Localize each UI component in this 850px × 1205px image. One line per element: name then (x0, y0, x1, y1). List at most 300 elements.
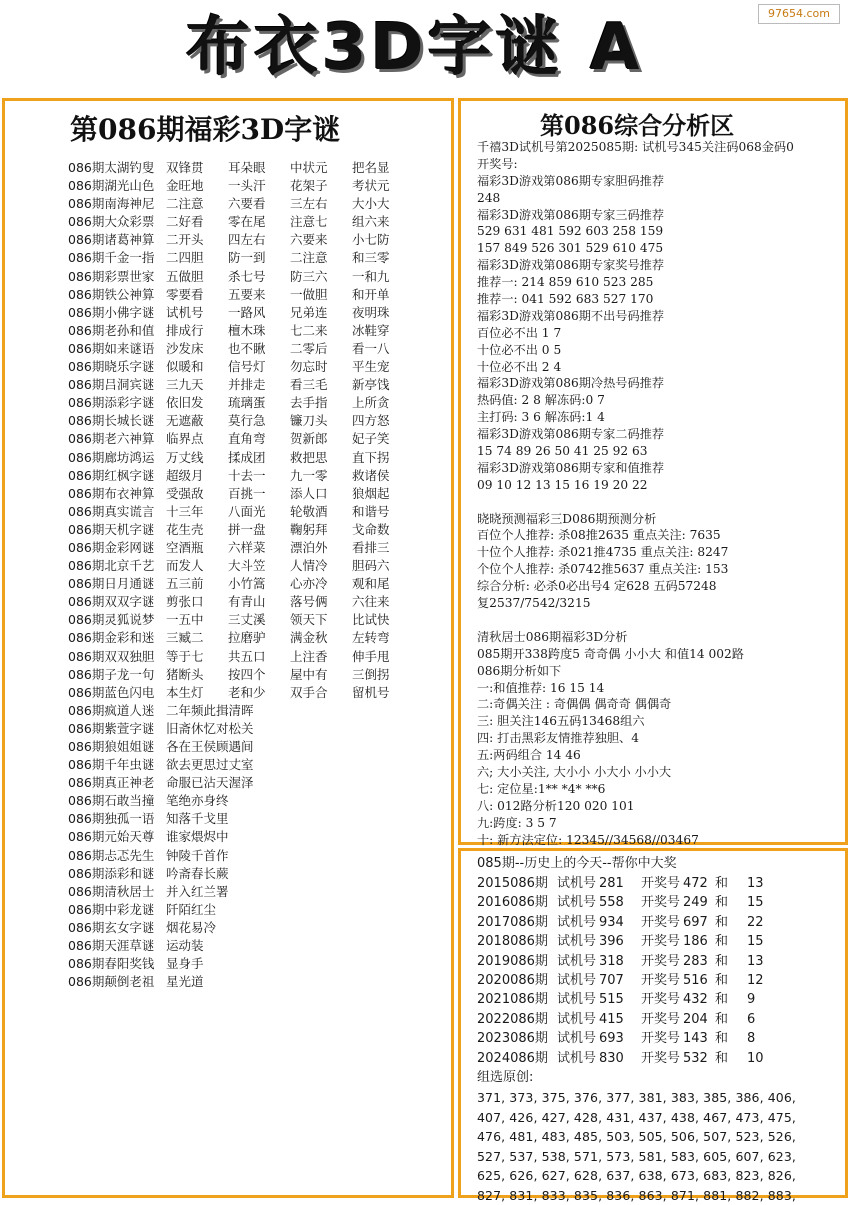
analysis-line: 248 (477, 190, 501, 205)
riddle-row (68, 430, 448, 448)
riddle-source: 086期日月通谜 (68, 576, 155, 592)
history-cell: 和 (715, 914, 729, 930)
history-cell: 186 (683, 934, 708, 950)
history-cell: 试机号 (557, 914, 597, 930)
riddle-source: 086期吕洞宾谜 (68, 377, 155, 393)
riddle-clue: 而发人 (166, 558, 204, 574)
analysis-line: 福彩3D游戏第086期专家和值推荐 (477, 460, 665, 475)
riddle-clue (352, 702, 414, 720)
analysis-line: 晓晓预测福彩三D086期预测分析 (477, 511, 657, 526)
riddle-clue: 也不瞅 (228, 340, 266, 356)
riddle-clue: 钟陵千首作 (166, 847, 229, 863)
history-cell: 22 (747, 914, 764, 930)
history-cell: 试机号 (557, 1031, 597, 1047)
riddle-source: 086期元始天尊 (68, 829, 155, 845)
riddle-clue: 六样菜 (228, 539, 266, 555)
history-row (477, 952, 843, 971)
history-cell: 开奖号 (641, 1050, 681, 1066)
riddle-clue: 信号灯 (228, 359, 266, 375)
riddle-clue: 各在王侯顾遇间 (166, 739, 254, 754)
riddle-clue: 临界点 (166, 431, 204, 447)
history-cell: 13 (747, 876, 764, 891)
riddle-clue (352, 847, 414, 865)
analysis-line: 福彩3D游戏第086期专家三码推荐 (477, 207, 665, 222)
riddle-clue (290, 756, 352, 774)
history-cell: 和 (715, 1011, 729, 1027)
riddle-clue: 九一零 (290, 467, 328, 483)
combo-line: 476, 481, 483, 485, 503, 505, 506, 507, 523, 526, (477, 1129, 796, 1145)
riddle-clue: 和三零 (352, 250, 390, 266)
riddle-clue: 镰刀头 (290, 413, 328, 429)
riddle-clue (352, 792, 414, 810)
riddle-clue (228, 883, 290, 901)
riddle-clue: 拼一盘 (228, 521, 266, 537)
riddle-clue: 三左右 (290, 196, 328, 212)
riddle-clue: 平生宠 (352, 359, 390, 375)
history-cell: 试机号 (557, 992, 597, 1008)
riddle-clue: 和开单 (352, 286, 390, 302)
riddle-clue: 排成行 (166, 322, 204, 338)
riddle-source: 086期老六神算 (68, 431, 155, 447)
riddle-clue (228, 738, 290, 756)
history-cell: 472 (683, 876, 708, 891)
riddle-clue: 共五口 (228, 648, 266, 664)
riddle-clue: 依旧发 (166, 395, 204, 411)
riddle-row (68, 195, 448, 213)
riddle-row (68, 738, 448, 756)
riddle-clue: 揉成团 (228, 449, 266, 465)
riddle-source: 086期太湖钓叟 (68, 160, 155, 175)
riddle-clue: 杀七号 (228, 268, 266, 284)
history-cell: 试机号 (557, 895, 597, 911)
riddle-clue: 新亭饯 (352, 377, 390, 393)
riddle-row (68, 322, 448, 340)
riddle-clue: 命服已沾天渥泽 (166, 775, 254, 791)
history-cell: 249 (683, 895, 708, 911)
riddle-row (68, 575, 448, 593)
riddle-row (68, 304, 448, 322)
riddle-clue: 救把思 (290, 449, 328, 465)
banner (0, 0, 850, 96)
history-row (477, 1029, 843, 1048)
riddle-clue (228, 702, 290, 720)
riddle-clue (352, 810, 414, 828)
riddle-clue: 心亦冷 (290, 576, 328, 592)
analysis-line: 百位个人推荐: 杀08推2635 重点关注: 7635 (477, 528, 721, 543)
riddle-clue (228, 973, 290, 991)
riddle-clue: 胆码六 (352, 558, 390, 574)
analysis-line: 15 74 89 26 50 41 25 92 63 (477, 444, 648, 459)
riddle-row (68, 449, 448, 467)
riddle-source: 086期添彩和谜 (68, 865, 155, 881)
riddle-clue: 四方怒 (352, 413, 390, 429)
riddle-row (68, 412, 448, 430)
combo-line: 407, 426, 427, 428, 431, 437, 438, 467, 473, 475, (477, 1109, 796, 1125)
riddle-clue: 留机号 (352, 684, 390, 700)
analysis-line: 157 849 526 301 529 610 475 (477, 241, 664, 256)
riddle-clue: 双锋贯 (166, 160, 204, 175)
riddle-clue: 吟斋春长蕨 (166, 865, 229, 881)
riddle-clue: 万丈线 (166, 449, 204, 465)
analysis-line: 福彩3D游戏第086期冷热号码推荐 (477, 376, 665, 391)
riddle-row (68, 485, 448, 503)
history-cell: 934 (599, 914, 624, 930)
analysis-line: 六; 大小关注, 大小小 小大小 小小大 (477, 764, 672, 779)
riddle-source: 086期双双独胆 (68, 648, 155, 664)
analysis-line: 千禧3D试机号第2025085期: 试机号345关注码068金码0 (477, 140, 794, 154)
analysis-line: 09 10 12 13 15 16 19 20 22 (477, 477, 648, 492)
riddle-clue: 小七防 (352, 232, 390, 248)
riddle-row (68, 810, 448, 828)
riddle-row (68, 503, 448, 521)
riddle-clue: 三臧二 (166, 630, 204, 646)
riddle-clue: 一头汗 (228, 178, 266, 194)
riddle-clue (290, 702, 352, 720)
riddle-row (68, 394, 448, 412)
riddle-clue: 超级月 (166, 467, 204, 483)
riddle-clue (352, 865, 414, 883)
riddle-row (68, 847, 448, 865)
riddle-clue: 运动装 (166, 938, 204, 954)
riddle-clue: 狼烟起 (352, 485, 390, 501)
analysis-line: 福彩3D游戏第086期专家二码推荐 (477, 427, 665, 442)
analysis-line: 福彩3D游戏第086期专家奖号推荐 (477, 258, 665, 273)
riddle-clue: 沙发床 (166, 340, 204, 356)
riddle-row (68, 702, 448, 720)
riddle-clue: 直角弯 (228, 431, 266, 447)
riddle-clue: 落号俩 (290, 594, 328, 610)
combo-line: 625, 626, 627, 628, 637, 638, 673, 683, 823, 826, (477, 1168, 796, 1184)
riddle-row (68, 340, 448, 358)
combo-line: 827, 831, 833, 835, 836, 863, 871, 881, 882, 883, (477, 1187, 796, 1203)
riddle-clue: 五三前 (166, 576, 204, 592)
riddle-source: 086期忐忑先生 (68, 847, 155, 863)
riddle-clue: 二注意 (290, 250, 328, 266)
riddle-clue: 救诸侯 (352, 467, 390, 483)
riddle-clue: 观和尾 (352, 576, 390, 592)
riddle-source: 086期中彩龙谜 (68, 901, 155, 917)
riddle-clue: 谁家煨烬中 (166, 829, 229, 845)
history-cell: 和 (715, 876, 729, 891)
history-cell: 143 (683, 1031, 708, 1047)
riddle-clue: 二零后 (290, 340, 328, 356)
history-cell: 10 (747, 1050, 764, 1066)
riddle-clue: 中状元 (290, 160, 328, 175)
analysis-panel-title: 第086综合分析区 (540, 111, 735, 140)
riddle-clue (352, 828, 414, 846)
riddle-clue: 人情冷 (290, 558, 328, 574)
history-cell: 281 (599, 876, 624, 891)
riddle-clue: 添人口 (290, 485, 328, 501)
riddle-clue: 笔绝亦身终 (166, 793, 229, 809)
riddle-clue: 左转弯 (352, 630, 390, 646)
riddle-clue: 领天下 (290, 612, 328, 628)
riddle-row (68, 666, 448, 684)
riddle-clue: 七二来 (290, 322, 328, 338)
riddle-source: 086期石敢当撞 (68, 793, 155, 809)
riddle-clue (228, 919, 290, 937)
riddle-clue (352, 738, 414, 756)
riddle-source: 086期如来谜语 (68, 340, 155, 356)
riddle-row (68, 376, 448, 394)
history-table (477, 874, 843, 1068)
riddle-row (68, 756, 448, 774)
riddle-row (68, 611, 448, 629)
riddle-clue (290, 774, 352, 792)
history-cell: 13 (747, 953, 764, 969)
riddle-clue (228, 828, 290, 846)
riddle-clue: 三丈溪 (228, 612, 266, 628)
riddle-source: 086期颠倒老祖 (68, 974, 155, 990)
history-cell: 和 (715, 972, 729, 988)
riddle-clue (228, 865, 290, 883)
riddle-clue: 组六来 (352, 214, 390, 230)
history-row (477, 1010, 843, 1029)
analysis-line: 三: 胆关注146五码13468组六 (477, 714, 645, 729)
riddle-source: 086期独孤一语 (68, 811, 155, 827)
riddle-clue: 二注意 (166, 196, 204, 212)
analysis-line: 热码值: 2 8 解冻码:0 7 (477, 393, 605, 408)
riddle-clue (352, 973, 414, 991)
history-cell: 和 (715, 1050, 729, 1066)
riddle-source: 086期灵狐说梦 (68, 612, 155, 628)
riddle-source: 086期廊坊鸿运 (68, 449, 155, 465)
riddle-row (68, 593, 448, 611)
history-cell: 415 (599, 1011, 624, 1027)
history-cell: 318 (599, 953, 624, 969)
riddle-clue: 大小大 (352, 196, 390, 212)
riddle-clue: 五要来 (228, 286, 266, 302)
history-cell: 2024086期 (477, 1050, 548, 1066)
riddle-clue: 三倒拐 (352, 666, 390, 682)
riddle-clue (228, 901, 290, 919)
history-cell: 试机号 (557, 953, 597, 969)
history-cell: 707 (599, 972, 624, 988)
history-cell: 和 (715, 1031, 729, 1047)
riddle-clue (352, 937, 414, 955)
riddle-clue: 鞠躬拜 (290, 521, 328, 537)
riddle-source: 086期老孙和值 (68, 322, 155, 338)
riddle-clue: 阡陌红尘 (166, 901, 217, 917)
history-cell: 532 (683, 1050, 708, 1066)
riddle-clue (290, 828, 352, 846)
riddle-clue: 烟花易冷 (166, 919, 217, 935)
history-cell: 试机号 (557, 972, 597, 988)
riddle-row (68, 213, 448, 231)
riddle-source: 086期千年虫谜 (68, 757, 155, 773)
riddle-source: 086期金彩网谜 (68, 539, 155, 555)
analysis-line: 复2537/7542/3215 (477, 596, 591, 611)
riddle-clue (290, 955, 352, 973)
analysis-line: 二:奇偶关注 : 奇偶偶 偶奇奇 偶偶奇 (477, 697, 672, 712)
riddle-row (68, 268, 448, 286)
riddle-clue: 六要看 (228, 196, 266, 212)
riddle-source: 086期小佛字谜 (68, 304, 155, 320)
riddle-source: 086期真实谎言 (68, 503, 155, 519)
history-cell: 开奖号 (641, 953, 681, 969)
riddle-clue (290, 792, 352, 810)
analysis-line: 福彩3D游戏第086期专家胆码推荐 (477, 173, 665, 188)
history-cell: 开奖号 (641, 934, 681, 950)
history-cell: 开奖号 (641, 1011, 681, 1027)
history-cell: 和 (715, 934, 729, 950)
history-cell: 2016086期 (477, 895, 548, 911)
riddle-clue: 看排三 (352, 539, 390, 555)
riddle-row (68, 629, 448, 647)
riddle-row (68, 973, 448, 991)
history-cell: 开奖号 (641, 914, 681, 930)
riddle-clue (228, 792, 290, 810)
history-cell: 2018086期 (477, 934, 548, 950)
riddle-clue: 防一到 (228, 250, 266, 266)
riddle-row (68, 231, 448, 249)
riddle-clue: 剪张口 (166, 594, 204, 610)
analysis-line: 七: 定位星:1** *4* **6 (477, 781, 606, 796)
history-cell: 15 (747, 895, 764, 911)
combo-list (477, 1088, 843, 1205)
analysis-line (477, 612, 845, 629)
history-cell: 283 (683, 953, 708, 969)
riddle-clue: 似暖和 (166, 359, 204, 375)
riddle-row (68, 648, 448, 666)
riddle-clue: 十三年 (166, 503, 204, 519)
riddle-clue: 二年频此揖清晖 (166, 702, 254, 718)
riddle-clue: 莫行急 (228, 413, 266, 429)
riddle-clue: 二四胆 (166, 250, 204, 266)
history-cell: 2023086期 (477, 1031, 548, 1047)
riddle-clue: 六要来 (290, 232, 328, 248)
analysis-list (477, 139, 845, 848)
history-cell: 开奖号 (641, 972, 681, 988)
riddle-clue: 和谐号 (352, 503, 390, 519)
history-cell: 516 (683, 972, 708, 988)
riddle-clue: 考状元 (352, 178, 390, 194)
analysis-line: 福彩3D游戏第086期不出号码推荐 (477, 308, 665, 323)
history-cell: 试机号 (557, 1050, 597, 1066)
history-cell: 试机号 (557, 876, 597, 891)
riddle-clue: 看三毛 (290, 377, 328, 393)
history-cell: 15 (747, 934, 764, 950)
analysis-line: 综合分析: 必杀0必出号4 定628 五码57248 (477, 579, 717, 594)
history-cell: 9 (747, 992, 756, 1008)
analysis-line: 九:跨度: 3 5 7 (477, 815, 557, 830)
riddle-clue: 去手指 (290, 395, 328, 411)
riddle-clue: 防三六 (290, 268, 328, 284)
riddle-clue: 金旺地 (166, 178, 204, 194)
riddle-clue: 轮敬酒 (290, 503, 328, 519)
riddle-clue: 把名显 (352, 160, 390, 175)
riddle-clue: 檀木珠 (228, 322, 266, 338)
riddle-clue: 知落千戈里 (166, 811, 229, 827)
riddle-row (68, 883, 448, 901)
riddle-clue (290, 937, 352, 955)
site-watermark: 97654.com (758, 4, 840, 24)
riddle-clue: 双手合 (290, 684, 328, 700)
riddle-clue: 显身手 (166, 956, 204, 972)
combo-label: 组选原创: (477, 1069, 534, 1085)
riddle-clue (228, 937, 290, 955)
history-cell: 2017086期 (477, 914, 548, 930)
riddle-clue: 八面光 (228, 503, 266, 519)
riddle-row (68, 557, 448, 575)
riddle-row (68, 159, 448, 177)
history-cell: 432 (683, 992, 708, 1008)
analysis-line: 主打码: 3 6 解冻码:1 4 (477, 410, 605, 425)
history-cell: 开奖号 (641, 895, 681, 911)
riddle-row (68, 774, 448, 792)
history-row (477, 913, 843, 932)
riddle-source: 086期铁公神算 (68, 286, 155, 302)
riddle-clue: 花生壳 (166, 521, 204, 537)
riddle-source: 086期玄女字谜 (68, 919, 155, 935)
riddle-clue (228, 756, 290, 774)
history-cell: 2021086期 (477, 992, 548, 1008)
history-cell: 和 (715, 992, 729, 1008)
riddle-clue: 花架子 (290, 178, 328, 194)
riddle-clue: 受强敌 (166, 485, 204, 501)
riddle-source: 086期彩票世家 (68, 268, 155, 284)
history-cell: 试机号 (557, 1011, 597, 1027)
riddle-clue: 满金秋 (290, 630, 328, 646)
riddle-clue: 上注香 (290, 648, 328, 664)
history-row (477, 990, 843, 1009)
history-cell: 515 (599, 992, 624, 1008)
analysis-line: 开奖号: (477, 156, 518, 171)
riddle-clue: 伸手甩 (352, 648, 390, 664)
riddle-clue: 六往来 (352, 594, 390, 610)
analysis-line: 四: 打击黑彩友情推荐独胆、4 (477, 731, 639, 746)
riddle-row (68, 249, 448, 267)
analysis-line: 086期分析如下 (477, 663, 562, 678)
history-cell: 396 (599, 934, 624, 950)
riddle-clue (228, 720, 290, 738)
riddle-clue (290, 919, 352, 937)
riddle-clue: 兄弟连 (290, 304, 328, 320)
riddle-row (68, 937, 448, 955)
riddle-source: 086期布衣神算 (68, 485, 155, 501)
riddle-clue: 比试快 (352, 612, 390, 628)
analysis-line: 一:和值推荐: 16 15 14 (477, 680, 605, 695)
riddle-row (68, 539, 448, 557)
riddle-clue (352, 756, 414, 774)
riddle-clue: 小竹篙 (228, 576, 266, 592)
history-cell: 和 (715, 953, 729, 969)
riddle-row (68, 865, 448, 883)
riddle-row (68, 684, 448, 702)
riddle-clue (290, 973, 352, 991)
riddle-clue: 漂泊外 (290, 539, 328, 555)
riddle-clue (352, 955, 414, 973)
riddle-source: 086期疯道人迷 (68, 702, 155, 718)
riddle-clue: 百挑一 (228, 485, 266, 501)
riddle-source: 086期蓝色闪电 (68, 684, 155, 700)
riddle-clue (352, 774, 414, 792)
riddle-clue: 四左右 (228, 232, 266, 248)
riddle-source: 086期湖光山色 (68, 178, 155, 194)
riddle-clue (352, 720, 414, 738)
riddle-row (68, 955, 448, 973)
riddle-clue: 拉磨驴 (228, 630, 266, 646)
riddle-row (68, 521, 448, 539)
history-cell: 开奖号 (641, 876, 681, 891)
riddle-clue: 试机号 (166, 304, 204, 320)
riddle-row (68, 467, 448, 485)
banner-title: 布衣3D字谜 A (186, 11, 644, 85)
riddle-clue: 零要看 (166, 286, 204, 302)
riddle-source: 086期子龙一句 (68, 666, 155, 682)
riddle-clue: 勿忘时 (290, 359, 328, 375)
history-row (477, 1049, 843, 1068)
